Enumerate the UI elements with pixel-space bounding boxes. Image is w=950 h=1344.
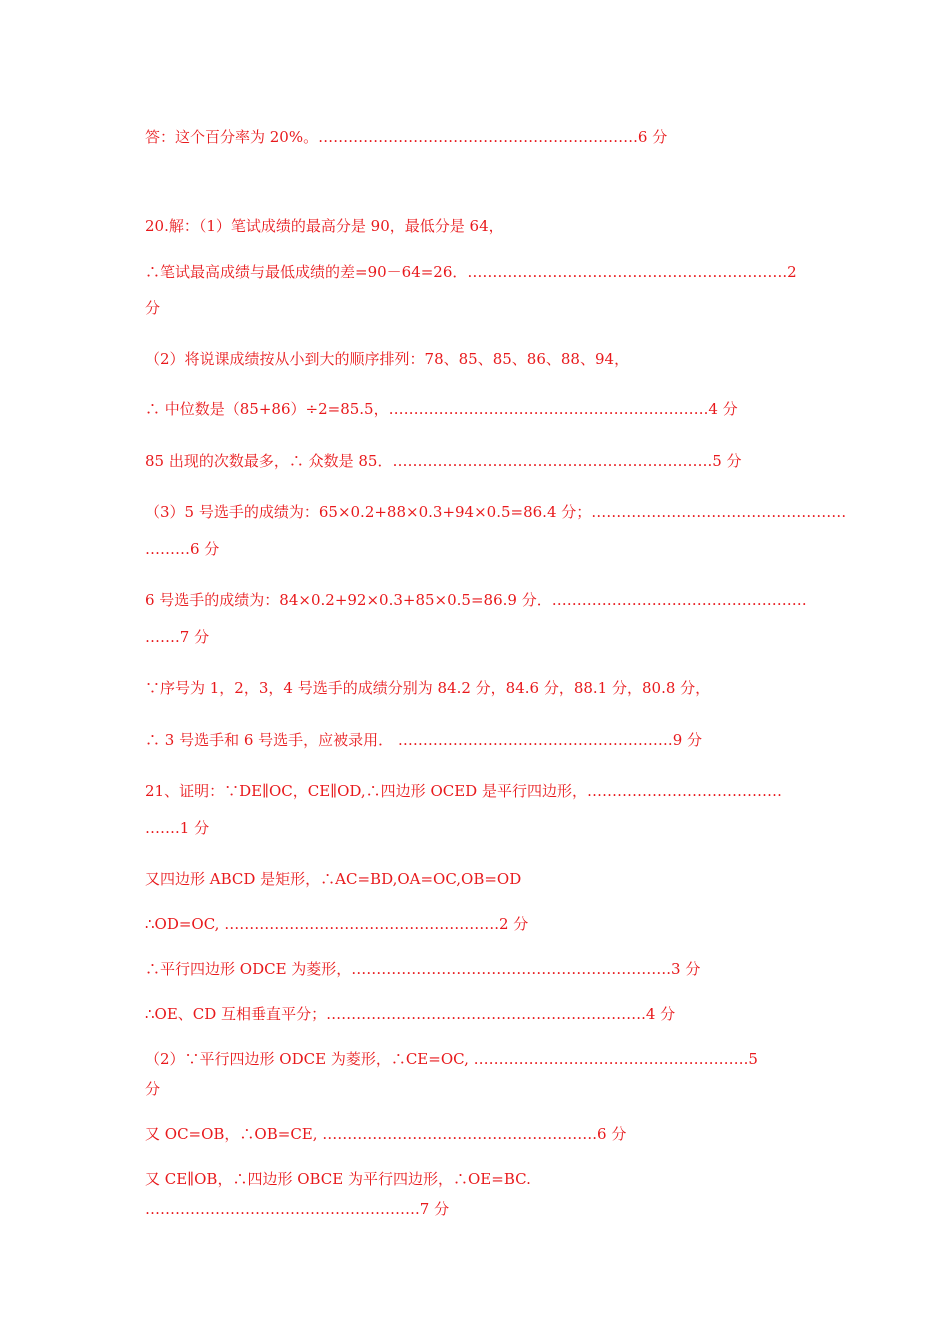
answer-line: 答：这个百分率为 20%。……………………………………………………….6 分 bbox=[145, 128, 668, 146]
q21-rhombus: ∴平行四边形 ODCE 为菱形，……………………………………………………….3 分 bbox=[145, 960, 701, 978]
q21-parallelogram-score: ……………………………………………….7 分 bbox=[145, 1200, 450, 1218]
q20-mode: 85 出现的次数最多，∴ 众数是 85．……………………………………………………….5 分 bbox=[145, 452, 742, 470]
q20-difference-score: 分 bbox=[145, 299, 161, 317]
q21-bisect: ∴OE、CD 互相垂直平分；……………………………………………………….4 分 bbox=[145, 1005, 676, 1023]
q21-part2: （2）∵平行四边形 ODCE 为菱形，∴CE=OC, ……………………………………………….5 bbox=[145, 1050, 758, 1068]
q20-others: ∵序号为 1，2，3，4 号选手的成绩分别为 84.2 分，84.6 分，88.1 分，80.8 分， bbox=[145, 679, 711, 697]
q20-player6: 6 号选手的成绩为：84×0.2+92×0.3+85×0.5=86.9 分．…………………………………………… bbox=[145, 591, 807, 609]
q21-parallelogram: 又 CE∥OB，∴四边形 OBCE 为平行四边形，∴OE=BC. bbox=[145, 1170, 531, 1188]
q20-player5: （3）5 号选手的成绩为：65×0.2+88×0.3+94×0.5=86.4 分；…………………………………………… bbox=[145, 503, 847, 521]
q20-conclusion: ∴ 3 号选手和 6 号选手，应被录用． ……………………………………………….9 分 bbox=[145, 731, 703, 749]
q21-part2-score: 分 bbox=[145, 1080, 161, 1098]
q20-median: ∴ 中位数是（85+86）÷2=85.5，……………………………………………………….4 分 bbox=[145, 400, 738, 418]
q21-intro-score: …….1 分 bbox=[145, 819, 210, 837]
q20-sorted: （2）将说课成绩按从小到大的顺序排列：78、85、85、86、88、94， bbox=[145, 350, 630, 368]
q21-intro: 21、证明：∵DE∥OC，CE∥OD,∴四边形 OCED 是平行四边形，………………………………… bbox=[145, 782, 782, 800]
q21-ob-ce: 又 OC=OB，∴OB=CE, ……………………………………………….6 分 bbox=[145, 1125, 627, 1143]
q21-rectangle: 又四边形 ABCD 是矩形，∴AC=BD,OA=OC,OB=OD bbox=[145, 870, 522, 888]
q20-player5-score: ………6 分 bbox=[145, 540, 220, 558]
q20-intro: 20.解：（1）笔试成绩的最高分是 90，最低分是 64， bbox=[145, 217, 504, 235]
q20-player6-score: …….7 分 bbox=[145, 628, 210, 646]
q21-od-oc: ∴OD=OC, ……………………………………………….2 分 bbox=[145, 915, 529, 933]
q20-difference: ∴笔试最高成绩与最低成绩的差=90－64=26．……………………………………………………….2 bbox=[145, 263, 797, 281]
